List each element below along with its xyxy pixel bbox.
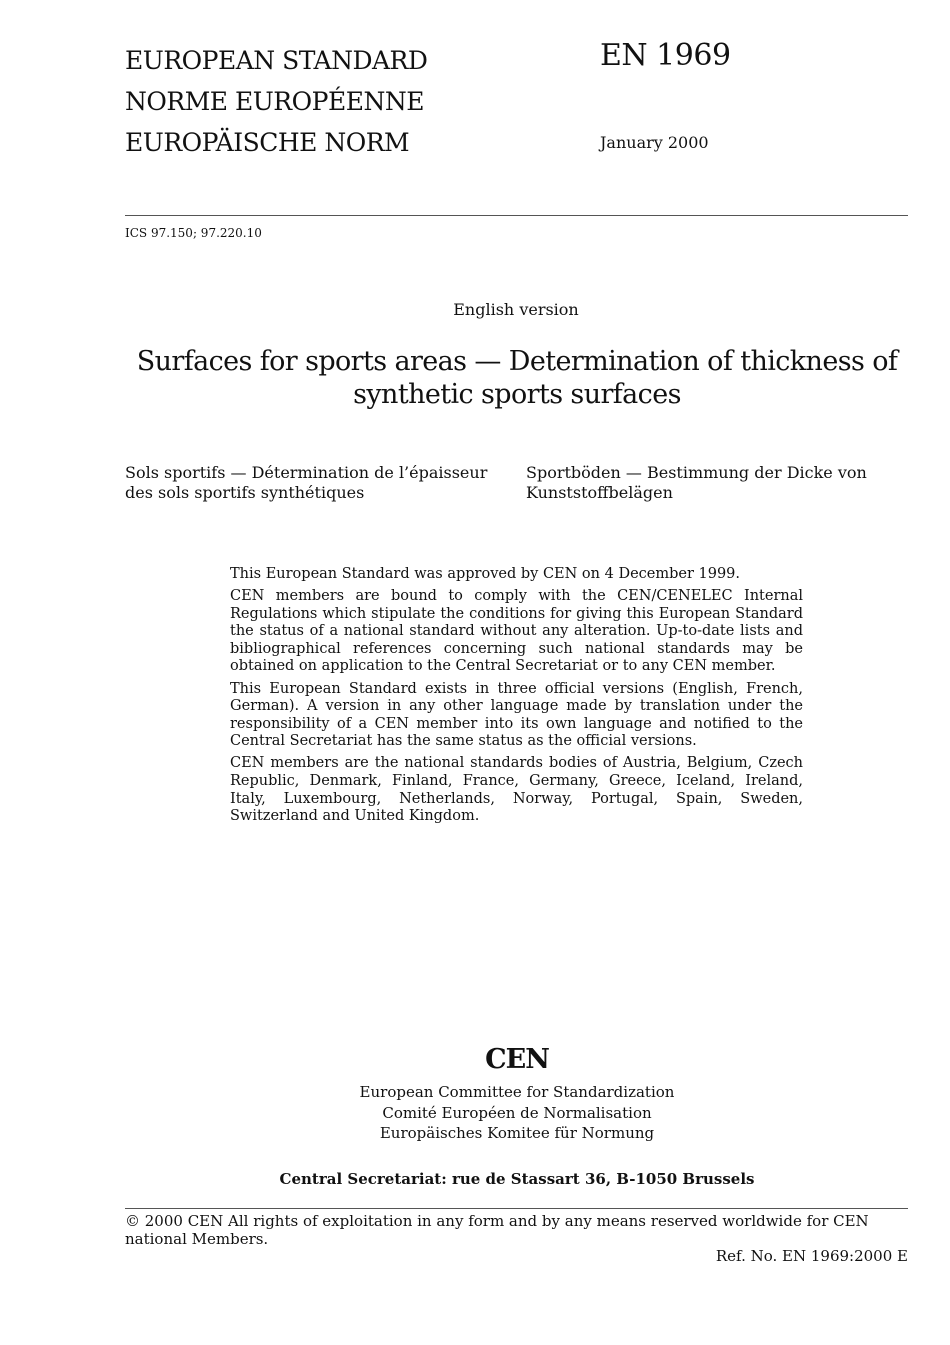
members-paragraph: CEN members are the national standards bodies of Austria, Belgium, Czech Republic, Denmark, Finland, France, Germany, Greece, Iceland, Ireland, Italy, Luxembourg, Netherlands, Norway, Portugal, Spain, Sweden, Switzerland and United Kingdom. (230, 755, 803, 825)
copyright-notice: © 2000 CEN All rights of exploitation in any form and by any means reserved worldwide for CEN national Members. (125, 1212, 869, 1248)
approval-paragraph: This European Standard was approved by CEN on 4 December 1999. (230, 566, 741, 582)
compliance-paragraph: CEN members are bound to comply with the CEN/CENELEC Internal Regulations which stipulate the conditions for giving this European Standard the status of a national standard without any alteration. Up-to-date lists and bibliographical references concerning such national standards may be obtained on application to the Central Secretariat or to any CEN member. (230, 588, 803, 675)
document-title: Surfaces for sports areas — Determination of thickness of synthetic sports surfaces (136, 346, 898, 410)
reference-number: Ref. No. EN 1969:2000 E (715, 1247, 908, 1265)
cen-name-de: Europäisches Komitee für Normung (379, 1124, 655, 1142)
cen-name-fr: Comité Européen de Normalisation (382, 1104, 652, 1122)
title-german: Sportböden — Bestimmung der Dicke von Kunststoffbelägen (526, 463, 867, 502)
footer-divider (125, 1208, 908, 1209)
standard-type-en: EUROPEAN STANDARD (125, 46, 428, 75)
cen-name-en: European Committee for Standardization (359, 1083, 675, 1101)
standard-number: EN 1969 (600, 38, 731, 73)
ics-code: ICS 97.150; 97.220.10 (125, 226, 262, 240)
publication-date: January 2000 (600, 133, 709, 152)
standard-type-de: EUROPÄISCHE NORM (125, 128, 410, 157)
cen-logo: CEN (485, 1044, 549, 1075)
header-divider (125, 215, 908, 216)
approval-notice (230, 566, 803, 830)
versions-paragraph: This European Standard exists in three official versions (English, French, German). A version in any other language made by translation under the responsibility of a CEN member into its own language and notified to the Central Secretariat has the same status as the official versions. (230, 680, 803, 750)
title-french: Sols sportifs — Détermination de l’épaisseur des sols sportifs synthétiques (125, 463, 488, 502)
standard-type-fr: NORME EUROPÉENNE (125, 87, 424, 116)
version-label: English version (453, 300, 579, 319)
central-secretariat: Central Secretariat: rue de Stassart 36, B-1050 Brussels (279, 1170, 755, 1188)
